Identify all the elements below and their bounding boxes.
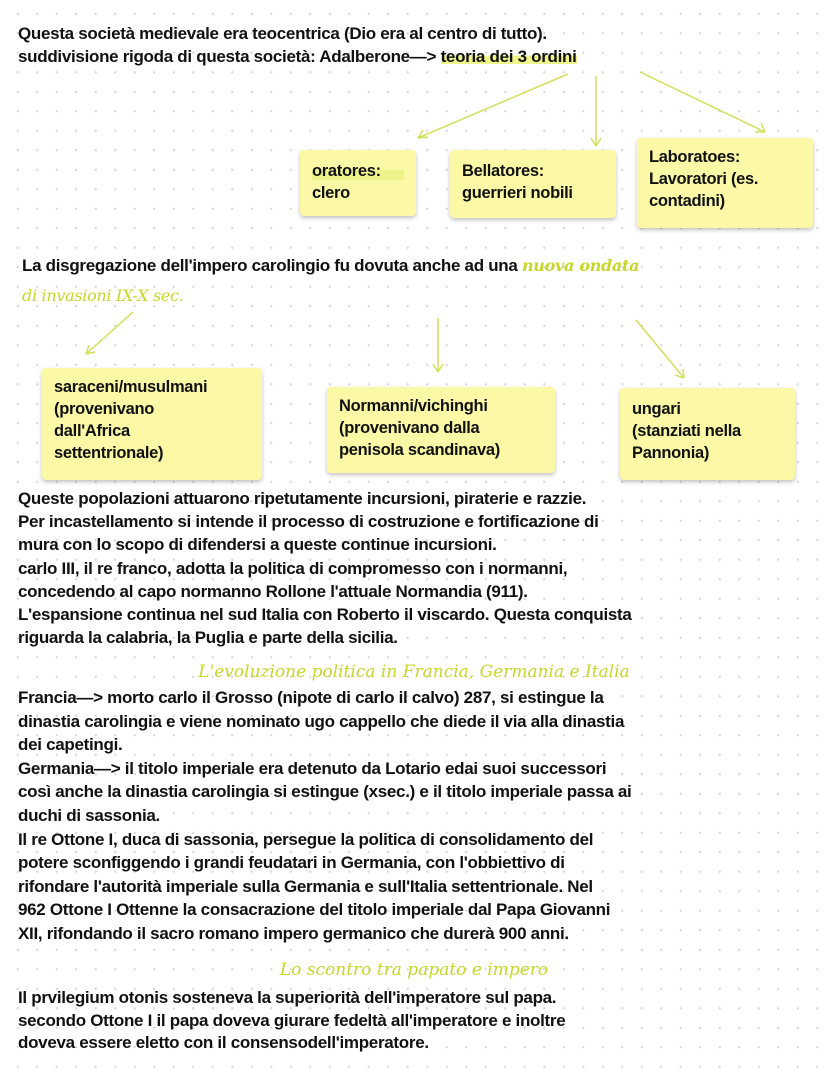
text-line: XII, rifondando il sacro romano impero germanico che durerà 900 anni. (18, 924, 569, 943)
note-bellatores (450, 150, 616, 218)
note-text: (stanziati nella (632, 422, 741, 440)
heading-political-evolution: L'evoluzione politica in Francia, Germania e Italia (198, 662, 630, 682)
text-line: così anche la dinastia carolingia si estingue (xsec.) e il titolo imperiale passa ai (18, 782, 632, 802)
intro-line: Questa società medievale era teocentrica (Dio era al centro di tutto). (18, 24, 547, 43)
highlight-three-orders: teoria dei 3 ordini (440, 47, 577, 66)
text-line: mura con lo scopo di difendersi a queste continue incursioni. (18, 535, 497, 555)
note-text: penisola scandinava) (339, 441, 500, 459)
text-line: potere sconfiggendo i grandi feudatari in Germania, con l'obbiettivo di (18, 853, 565, 873)
note-text: Pannonia) (632, 444, 710, 462)
text-line: dei capetingi. (18, 735, 123, 755)
arrow-saraceni (86, 312, 133, 354)
text-line: Per incastellamento si intende il processo di costruzione e fortificazione di (18, 512, 599, 532)
text-line: Il re Ottone I, duca di sassonia, persegue la politica di consolidamento del (18, 829, 594, 849)
note-oratores (300, 150, 416, 216)
note-text: (provenivano (54, 400, 155, 418)
note-text: Lavoratori (es. (649, 170, 759, 188)
text-line: riguarda la calabria, la Puglia e parte della sicilia. (18, 628, 398, 648)
text-line: concedendo al capo normanno Rollone l'attuale Normandia (911). (18, 581, 528, 601)
text-line: 962 Ottone I Ottenne la consacrazione del titolo imperiale dal Papa Giovanni (18, 900, 611, 920)
script-highlight: nuova ondata (521, 256, 640, 275)
note-title: Bellatores: (462, 162, 544, 180)
note-title: Normanni/vichinghi (339, 397, 488, 415)
disintegration-script: di invasioni IX-X sec. (22, 286, 184, 305)
text-line: rifondare l'autorità imperiale sulla Germania e sull'Italia settentrionale. Nel (18, 876, 593, 896)
note-ungari (620, 388, 795, 480)
note-title: oratores: (312, 160, 404, 182)
text-line: Francia—> morto carlo il Grosso (nipote di carlo il calvo) 287, si estingue la (18, 688, 604, 707)
intro-text: suddivisione rigoda di questa società: Adalberone—> (18, 47, 441, 66)
text-line: Queste popolazioni attuarono ripetutamente incursioni, piraterie e razzie. (18, 489, 587, 508)
arrow-bellatores (591, 76, 601, 146)
arrow-oratores (418, 74, 568, 138)
note-saraceni (42, 368, 262, 480)
note-laboratores (637, 138, 813, 228)
note-title: saraceni/musulmani (54, 378, 208, 396)
note-text: dall'Africa (54, 422, 130, 440)
text-line: Germania—> il titolo imperiale era detenuto da Lotario edai suoi successori (18, 758, 607, 778)
arrow-laboratores (640, 72, 765, 132)
disintegration-text: La disgregazione dell'impero carolingio fu dovuta anche ad una (22, 256, 522, 275)
text-line: L'espansione continua nel sud Italia con Roberto il viscardo. Questa conquista (18, 605, 632, 624)
disintegration-line (22, 256, 639, 276)
note-text: contadini) (649, 192, 725, 210)
arrow-normanni (433, 318, 443, 372)
note-title: ungari (632, 400, 681, 418)
intro-line (18, 47, 577, 67)
heading-papacy-empire: Lo scontro tra papato e impero (279, 960, 549, 980)
note-title: Laboratoes: (649, 148, 741, 166)
text-line: duchi di sassonia. (18, 806, 160, 825)
text-line: carlo III, il re franco, adotta la politica di compromesso con i normanni, (18, 558, 568, 578)
note-normanni (327, 387, 555, 473)
note-text: (provenivano dalla (339, 419, 480, 437)
note-text: guerrieri nobili (462, 184, 573, 202)
arrow-ungari (636, 320, 684, 378)
note-text: clero (312, 184, 350, 202)
note-text: settentrionale) (54, 444, 164, 462)
text-line: Il prvilegium otonis sosteneva la superiorità dell'imperatore sul papa. (18, 988, 557, 1007)
text-line: dinastia carolingia e viene nominato ugo cappello che diede il via alla dinastia (18, 711, 625, 731)
text-line: secondo Ottone I il papa doveva giurare fedeltà all'imperatore e inoltre (18, 1010, 566, 1030)
text-line: doveva essere eletto con il consensodell'imperatore. (18, 1033, 429, 1052)
